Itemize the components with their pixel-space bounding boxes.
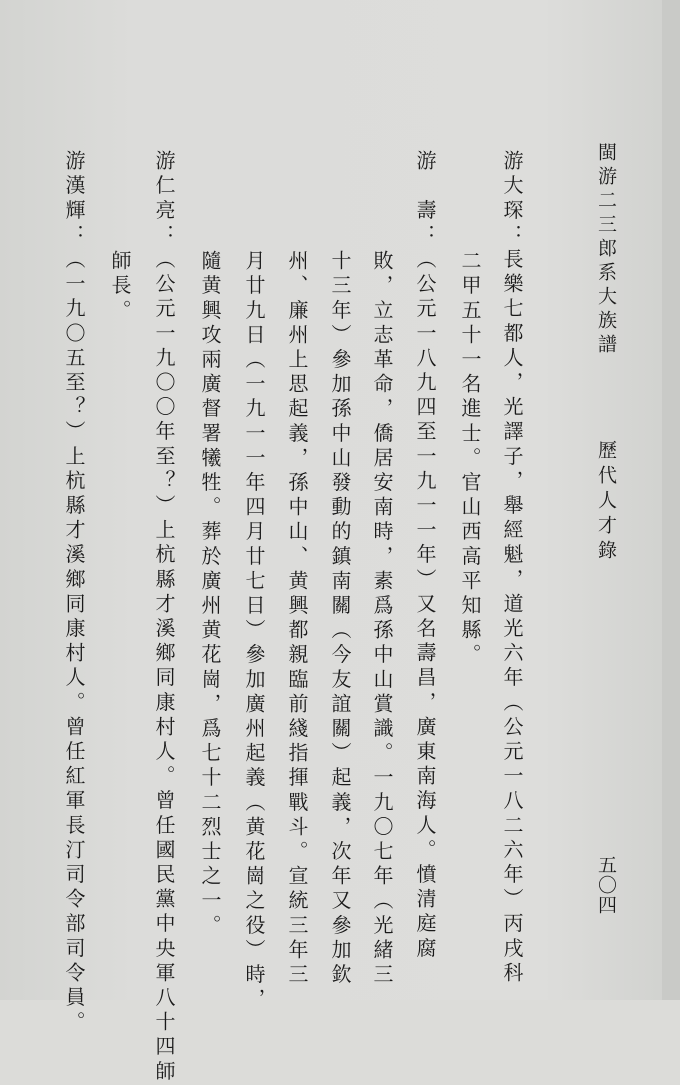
entry-you-shou-line-2: 敗，立志革命，僑居安南時，素爲孫中山賞識。一九〇七年（光緒三: [370, 250, 394, 988]
page-edge-shadow: [662, 0, 680, 1000]
entry-you-dachen-line-2: 二甲五十一名進士。官山西高平知縣。: [458, 250, 482, 669]
running-title: 閩游二三郎系大族譜: [595, 142, 617, 358]
entry-you-shou-line-1: 游 壽：（公元一八九四至一九一一年）又名壽昌，廣東南海人。憤清庭腐: [413, 150, 437, 962]
entry-you-shou-line-4: 州、廉州上思起義，孫中山、黄興都親臨前綫指揮戰斗。宣統三年三: [285, 250, 309, 988]
page-number: 五〇四: [595, 855, 617, 915]
entry-you-shou-line-3: 十三年）參加孫中山發動的鎮南關（今友誼關）起義，次年又參加欽: [328, 250, 352, 988]
section-title: 歷代人才錄: [595, 440, 617, 565]
entry-you-shou-line-6: 隨黄興攻兩廣督署犧牲。葬於廣州黄花崗，爲七十二烈士之一。: [198, 250, 222, 939]
entry-you-renliang-line-1: 游仁亮：（公元一九〇〇年至？）上杭縣才溪鄉同康村人。曾任國民黨中央軍八十四師: [152, 150, 176, 1085]
entry-you-shou-line-5: 月廿九日（一九一一年四月廿七日）參加廣州起義（黄花崗之役）時，: [242, 250, 266, 1013]
entry-you-dachen-line-1: 游大琛：長樂七都人，光譯子，舉經魁，道光六年（公元一八二六年）丙戌科: [500, 150, 524, 987]
entry-you-hanhui-line-1: 游漢輝：（一九〇五至？）上杭縣才溪鄉同康村人。曾任紅軍長汀司令部司令員。: [62, 150, 86, 1036]
entry-you-renliang-line-2: 師長。: [108, 250, 132, 324]
